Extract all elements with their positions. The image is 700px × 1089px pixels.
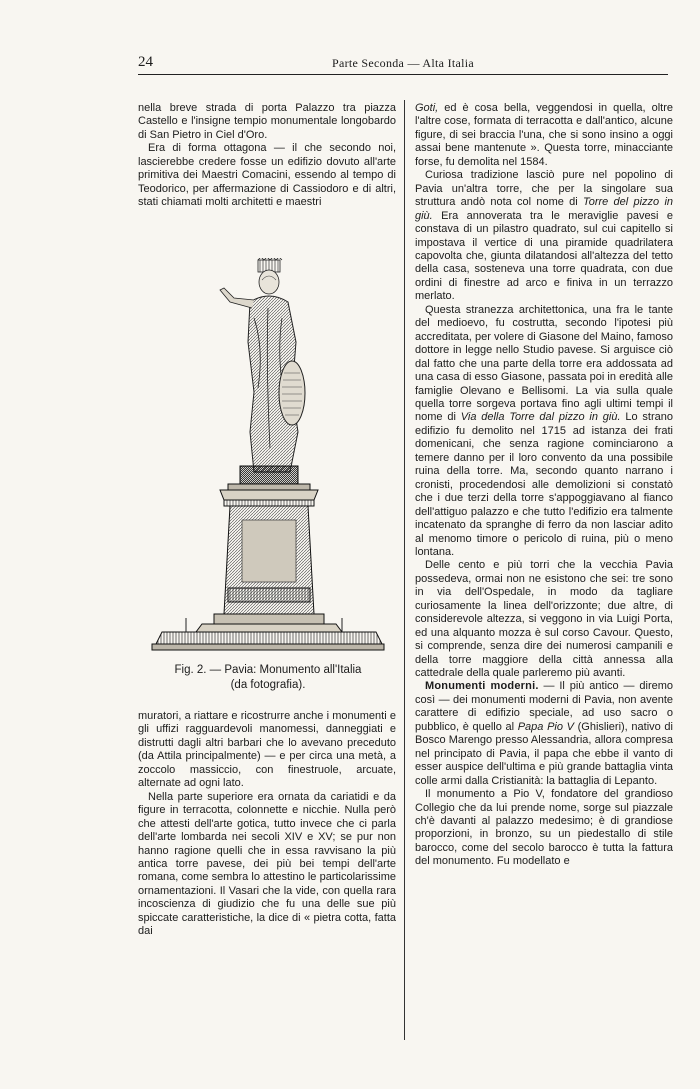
running-head: Parte Seconda — Alta Italia [331,56,475,70]
paragraph: Era di forma ottagona — il che secondo noi, lascierebbe credere fosse un edifizio dovuto all'arte primitiva dei Maestri Comacini, essendo al tempo di Teodorico, per affermazione di Cassiodoro e di altri, stati chiamati molti architetti e maestri [138,142,396,209]
column-divider [404,100,405,1040]
italic-text: Goti, [415,102,439,114]
statue-illustration [142,258,392,653]
paragraph: muratori, a riattare e ricostrurre anche i monumenti e gli uffizi ragguardevoli manomessi, danneggiati e distrutti dagli altri barbari che lo avevano preceduto (da Attila principalmente) — e per circa una metà, a zoccolo massiccio, con finestruole, arcuate, alternate ad ogni lato. [138,710,396,790]
paragraph: nella breve strada di porta Palazzo tra piazza Castello e l'insigne tempio monumentale longobardo di San Pietro in Ciel d'Oro. [138,102,396,141]
figure-caption [138,663,398,693]
page-header [138,52,668,75]
text: Curiosa tradizione lasciò pure nel popolino di Pavia un'altra torre, che per la singolare sua struttura andò nota col nome di [415,169,673,209]
paragraph: Nella parte superiore era ornata da cariatidi e da figure in terracotta, colonnette e nicchie. Nulla però che attesti dell'arte gotica, tutto invece che ci parla dell'arte lombarda nei secoli XIV e XV; se pur non hanno ragione quelli che in essa ravvisano la più antica torre pavese, dei più bei tempi dell'arte romana, come sembra lo attestino le particolarissime ornamentazioni. Il Vasari che la vide, con quella rara incoscienza di giudizio che fu una delle sue più spiccate caratteristiche, la dice di « pietra cotta, fatta dai [138,790,396,938]
italic-text: Papa Pio V [517,720,574,733]
italic-text: Torre del pizzo in giù. [415,196,674,222]
left-column-bottom [138,710,396,939]
text: (Ghislieri), nativo di Bosco Marengo presso Alessandria, allora compresa nel principato di Pavia, il papa che ebbe il vanto di esser auspice dell'ultima e più grande battaglia vinta colle armi dalla Cristianità: la battaglia di Lepanto. [415,720,673,787]
text: ed è cosa bella, veggendosi in quella, oltre l'altre cose, formata di terracotta e dall'antico, alcune figure, di sei braccia l'una, che si sono insino a oggi assai bene mantenute ». Questa torre, minacciante forse, fu demolita nel 1584. [415,102,673,168]
paragraph: Il monumento a Pio V, fondatore del grandioso Collegio che da lui prende nome, sorge sul piazzale ch'è davanti al palazzo medesimo; è di grandiose proporzioni, in bronzo, su un piedestallo di stile barocco, come del secolo barocco è tutta la fattura del monumento. Fu modellato e [415,788,673,868]
paragraph [415,304,673,560]
text: Questa stranezza architettonica, una fra le tante del medioevo, fu costrutta, secondo l'ipotesi più accreditata, per volere di Giasone del Maino, famoso dottore in legge nello Studio pavese. Si arguisce ciò dal fatto che una parte della torre era addossata ad una casa di esso Giasone, passata poi in eredità alle famiglie Olevano e Bellisomi. La via sulla quale quella torre sorgeva portava fino agli ultimi tempi il nome di [415,303,673,424]
page-number: 24 [138,54,153,70]
text: — Il più antico — diremo così — dei monumenti moderni di Pavia, non avente carattere di edifizio speciale, ad uso sacro o pubblico, è quello al [415,680,674,733]
paragraph [415,102,673,169]
paragraph [415,680,673,788]
right-column [415,102,673,869]
left-column-top [138,102,396,210]
section-heading: Monumenti moderni. [425,680,539,693]
caption-source: (da fotografia). [230,679,306,691]
text: Era annoverata tra le meraviglie pavesi e constava di un pilastro quadrato, sul cui capitello si impostava il vertice di una piramide quadrilatera capovolta che, giunta dilatandosi all'altezza del tetto della casa, sosteneva una torre quadrata, con due ordini di finestre ad arco e finiva in un terrazzo merlato. [415,209,673,303]
paragraph [415,169,673,304]
text: Lo strano edifizio fu demolito nel 1715 ad istanza dei frati domenicani, che senza ragione cominciarono a temere danno per il loro convento da una possibile ruina della torre. Ma, secondo quanto narrano i cronisti, procedendosi alle demolizioni si constatò che i due terzi della torre s'appoggiavano al fianco dell'attiguo palazzo e che tutto l'edifizio era talmente incatenato da spranghe di ferro da non lasciar adito al menomo timore o pericolo di ruina, più o meno lontana. [415,411,673,558]
caption-title: Fig. 2. — Pavia: Monumento all'Italia [174,664,362,676]
paragraph: Delle cento e più torri che la vecchia Pavia possedeva, ormai non ne esistono che sei: tre sono in via dell'Ospedale, in modo da tagliare curiosamente la linea dell'orizzonte; due altre, di considerevole altezza, si veggono in via Luigi Porta, ed una alquanto mozza è sul corso Cavour. Questo, si comprende, senza dire dei numerosi campanili e della torre maggiore della città annessa alla cattedrale della quale parleremo più avanti. [415,559,673,680]
italic-text: Via della Torre dal pizzo in giù. [460,411,621,424]
